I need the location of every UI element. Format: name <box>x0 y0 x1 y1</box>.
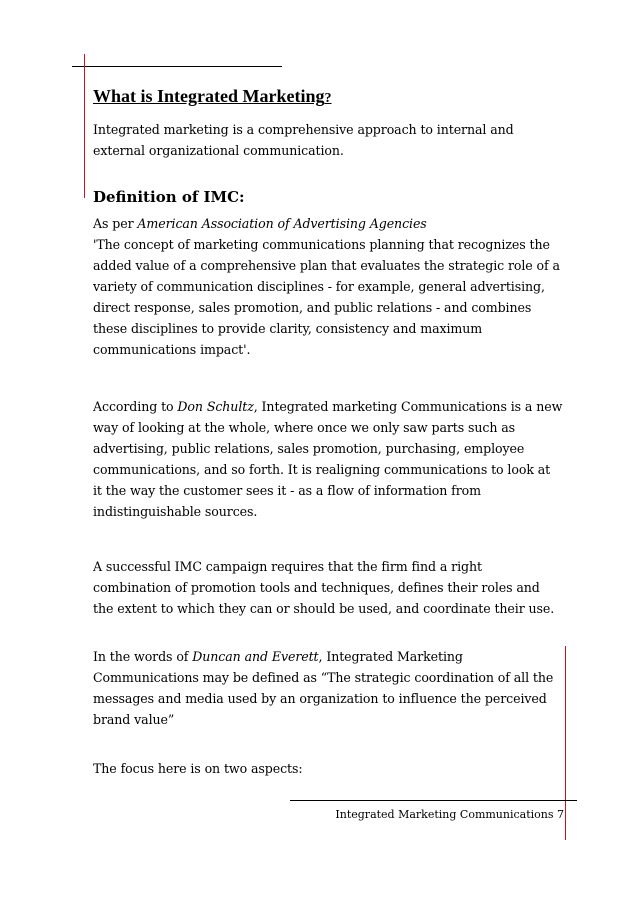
definition-heading: Definition of IMC: <box>93 188 245 206</box>
top-left-red-rule <box>84 54 85 198</box>
author-name: Duncan and Everett <box>192 649 319 664</box>
page-footer: Integrated Marketing Communications 7 <box>335 808 564 821</box>
intro-paragraph: Integrated marketing is a comprehensive approach to internal and external organizational communication. <box>93 122 514 158</box>
definition-paragraph: As per American Association of Advertising Agencies 'The concept of marketing communications planning that recognizes the added value of a comprehensive plan that evaluates the strategic role of a variety of communication disciplines - for example, general advertising, direct response, sales promotion, and public relations - and combines these disciplines to provide clarity, consistency and maximum communications impact'. <box>93 216 560 357</box>
duncan-paragraph: In the words of Duncan and Everett, Integrated Marketing Communications may be defined as “The strategic coordination of all the messages and media used by an organization to influence the perceived brand value” <box>93 649 554 727</box>
focus-paragraph: The focus here is on two aspects: <box>93 761 303 776</box>
footer-rule <box>290 800 577 801</box>
top-rule <box>72 66 282 67</box>
page-title: What is Integrated Marketing? <box>93 86 332 106</box>
schultz-paragraph: According to Don Schultz, Integrated marketing Communications is a new way of looking at the whole, where once we only saw parts such as advertising, public relations, sales promotion, purchasing, employee communications, and so forth. It is realigning communications to look at it the way the customer sees it - as a flow of information from indistinguishable sources. <box>93 399 563 519</box>
campaign-paragraph: A successful IMC campaign requires that the firm find a right combination of promotion tools and techniques, defines their roles and the extent to which they can or should be used, and coordinate their use. <box>93 559 555 616</box>
source-name: American Association of Advertising Agencies <box>137 216 427 231</box>
author-name: Don Schultz <box>177 399 254 414</box>
